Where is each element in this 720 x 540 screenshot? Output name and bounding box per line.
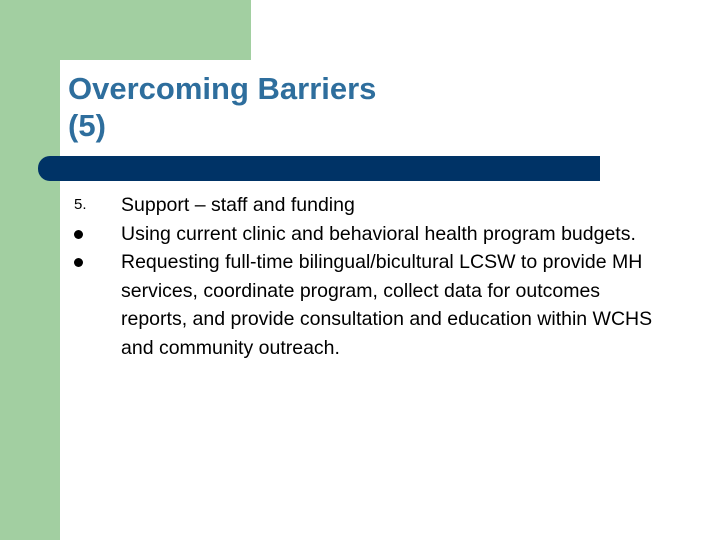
- list-item-text: Support – staff and funding: [121, 194, 355, 216]
- slide-title: [68, 70, 668, 144]
- slide-content-list: [60, 191, 670, 362]
- title-divider-bar: [38, 156, 600, 181]
- list-item: [60, 248, 670, 362]
- list-number: 5.: [74, 196, 87, 213]
- left-green-accent: [0, 0, 60, 540]
- list-item-text: Using current clinic and behavioral health program budgets.: [121, 222, 636, 245]
- slide-title-line-2: (5): [68, 108, 106, 143]
- list-item: [60, 220, 670, 249]
- slide-title-line-1: Overcoming Barriers: [68, 71, 377, 106]
- list-item-text: Requesting full-time bilingual/bicultural LCSW to provide MH services, coordinate program, collect data for outcomes reports, and provide consultation and education within WCHS and community outreach.: [121, 251, 653, 359]
- top-green-accent: [0, 0, 251, 60]
- bullet-icon: [74, 230, 83, 239]
- list-item: [60, 191, 670, 220]
- bullet-icon: [74, 258, 83, 267]
